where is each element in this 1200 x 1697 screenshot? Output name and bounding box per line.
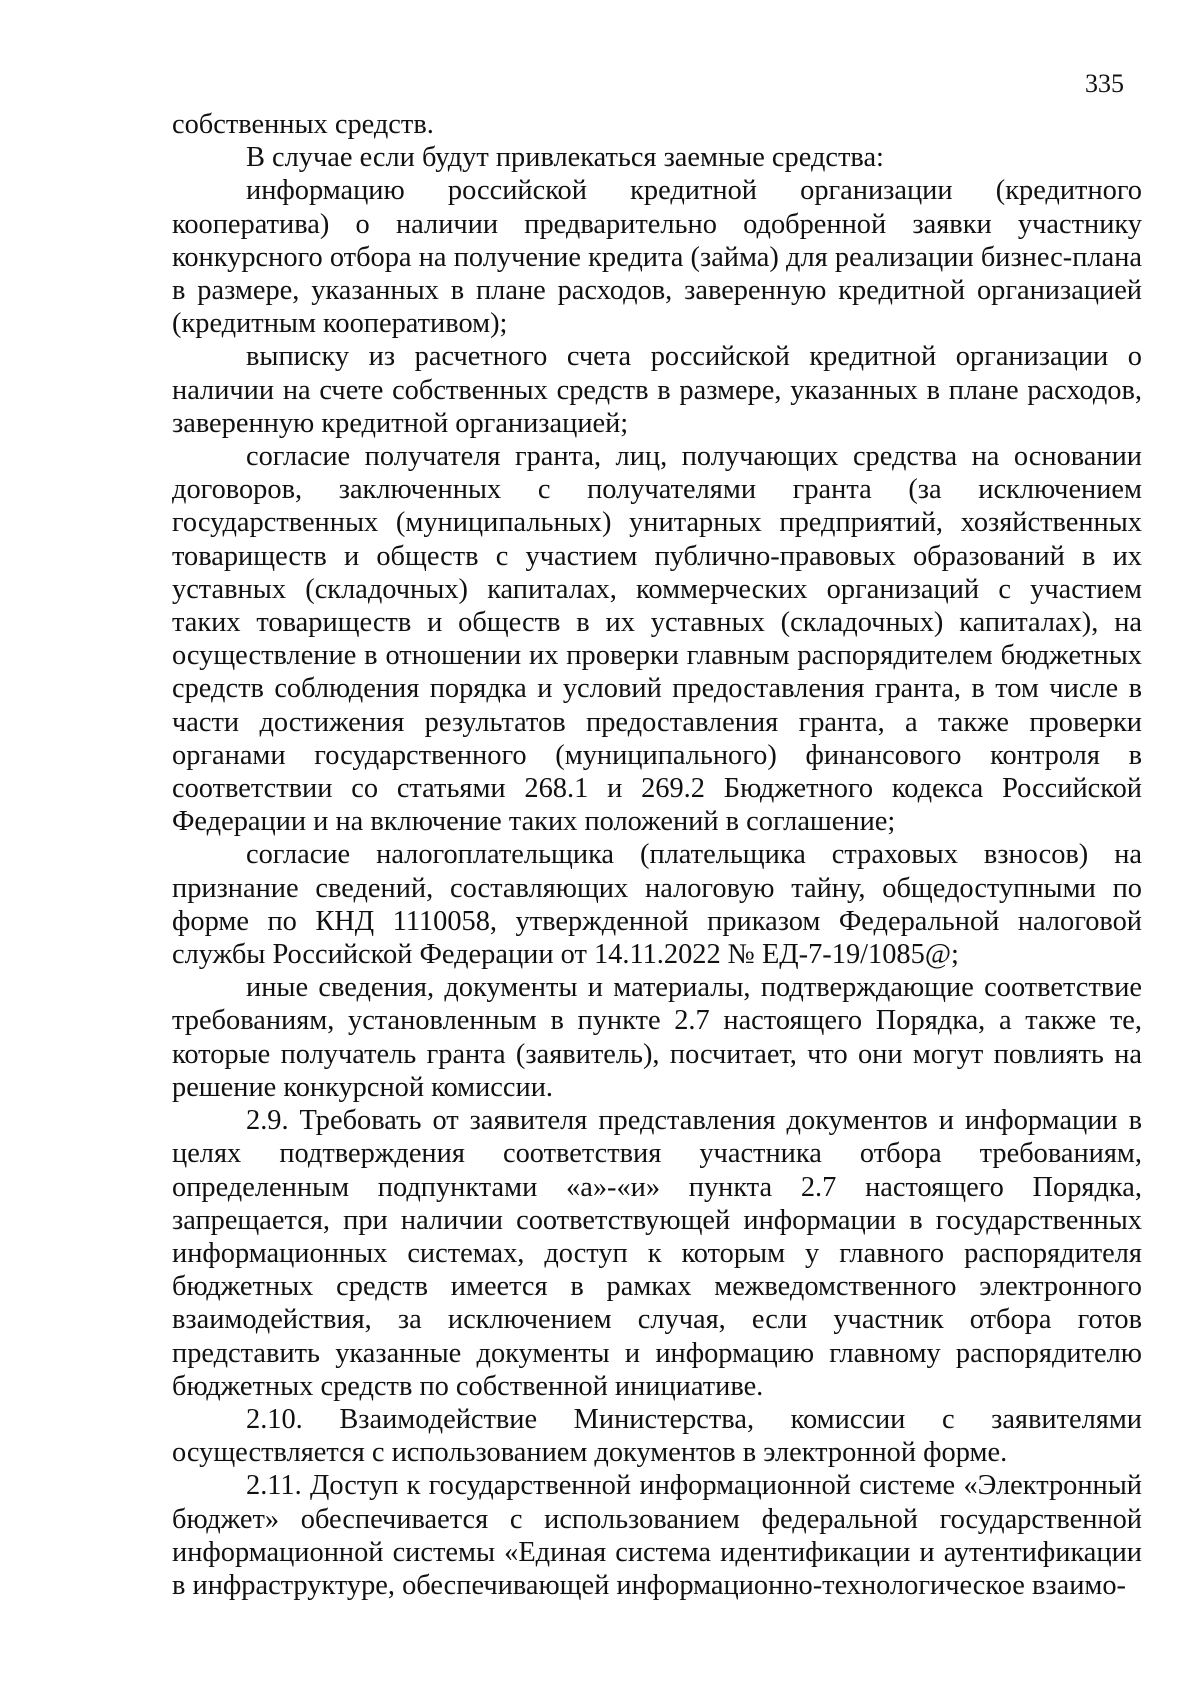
paragraph-section-2-10: 2.10. Взаимодействие Министерства, комиссии с заявителями осуществляется с использованием документов в электронной форме. [172,1403,1142,1469]
paragraph-account-statement: выписку из расчетного счета российской кредитной организации о наличии на счете собственных средств в размере, указанных в плане расходов, заверенную кредитной организацией; [172,341,1142,439]
paragraph-section-2-9: 2.9. Требовать от заявителя представления документов и информации в целях подтверждения соответствия участника отбора требованиям, определенным подпунктами «а»-«и» пункта 2.7 настоящего Порядка, запрещается, при наличии соответствующей информации в государственных информационных системах, доступ к которым у главного распорядителя бюджетных средств имеется в рамках межведомственного электронного взаимодействия, за исключением случая, если участник отбора готов представить указанные документы и информацию главному распорядителю бюджетных средств по собственной инициативе. [172,1105,1142,1402]
paragraph-grant-recipient-consent: согласие получателя гранта, лиц, получающих средства на основании договоров, заключенных с получателями гранта (за исключением государственных (муниципальных) унитарных предприятий, хозяйственных товариществ и обществ с участием публично-правовых образований в их уставных (складочных) капиталах, коммерческих организаций с участием таких товариществ и обществ в их уставных (складочных) капиталах), на осуществление в отношении их проверки главным распорядителем бюджетных средств соблюдения порядка и условий предоставления гранта, в том числе в части достижения результатов предоставления гранта, а также проверки органами государственного (муниципального) финансового контроля в соответствии со статьями 268.1 и 269.2 Бюджетного кодекса Российской Федерации и на включение таких положений в соглашение; [172,441,1142,838]
document-body [172,108,1142,1602]
paragraph-continuation: собственных средств. [172,109,434,140]
paragraph-section-2-11: 2.11. Доступ к государственной информационной системе «Электронный бюджет» обеспечивается с использованием федеральной государственной информационной системы «Единая система идентификации и аутентификации в инфраструктуре, обеспечивающей информационно-технологическое взаимо- [172,1470,1142,1601]
page-number: 335 [1085,69,1124,98]
paragraph-taxpayer-consent: согласие налогоплательщика (плательщика страховых взносов) на признание сведений, составляющих налоговую тайну, общедоступными по форме по КНД 1110058, утвержденной приказом Федеральной налоговой службы Российской Федерации от 14.11.2022 № ЕД-7-19/1085@; [172,839,1142,971]
paragraph-borrowed-funds-intro: В случае если будут привлекаться заемные средства: [246,142,884,174]
paragraph-other-documents: иные сведения, документы и материалы, подтверждающие соответствие требованиям, установленным в пункте 2.7 настоящего Порядка, а также те, которые получатель гранта (заявитель), посчитает, что они могут повлиять на решение конкурсной комиссии. [172,972,1142,1103]
paragraph-credit-organization-info: информацию российской кредитной организации (кредитного кооператива) о наличии предварительно одобренной заявки участнику конкурсного отбора на получение кредита (займа) для реализации бизнес-плана в размере, указанных в плане расходов, заверенную кредитной организацией (кредитным кооперативом); [172,175,1142,340]
